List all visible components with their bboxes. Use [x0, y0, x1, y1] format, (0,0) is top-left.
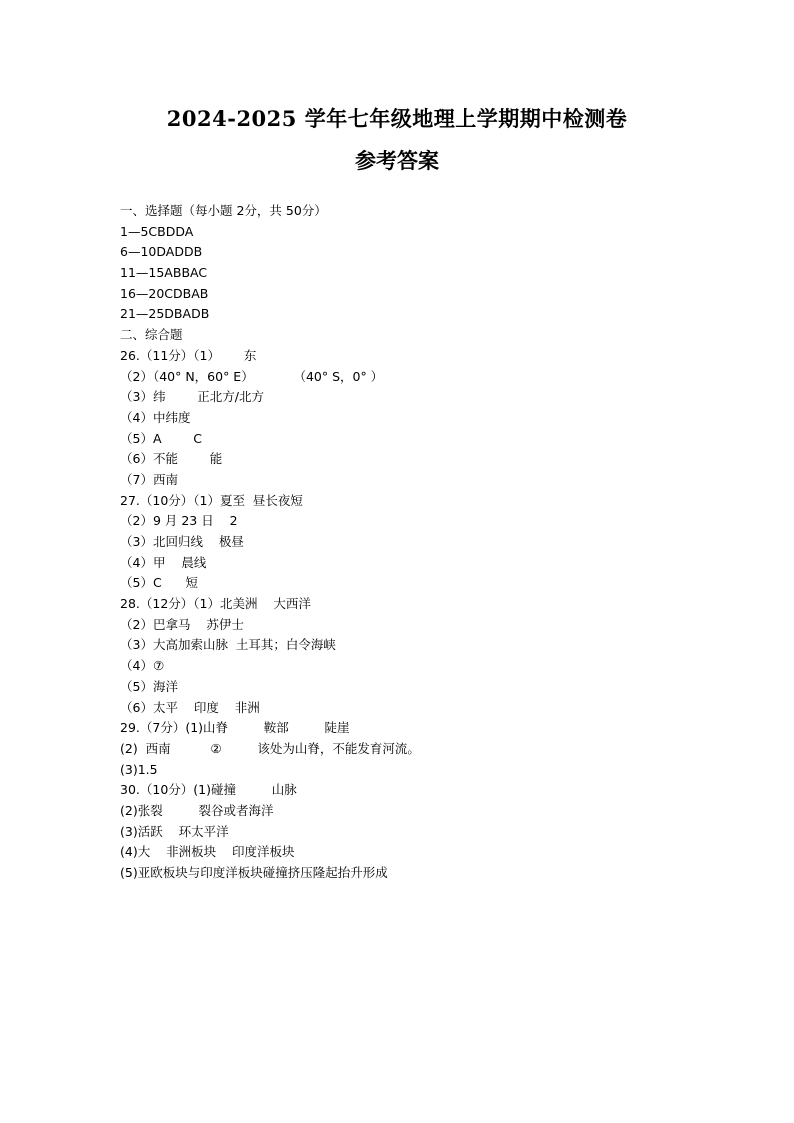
document-title: 2024-2025 学年七年级地理上学期期中检测卷 [166, 106, 628, 131]
answer-line: (3)活跃 环太平洋 [120, 823, 229, 839]
answer-line: 21—25DBADB [120, 306, 210, 322]
answer-line: 1—5CBDDA [120, 223, 194, 239]
answer-line: （5）A C [120, 430, 203, 446]
document-subtitle: 参考答案 [355, 148, 439, 173]
question-29-line: 29.（7分）(1)山脊 鞍部 陡崖 [120, 720, 350, 736]
answer-line: (2) 西南 ② 该处为山脊，不能发育河流。 [120, 740, 420, 756]
answer-line: （2）9 月 23 日 2 [120, 513, 238, 529]
answer-line: （5）C 短 [120, 575, 199, 591]
answer-line: （4）甲 晨线 [120, 554, 207, 570]
section-heading-comprehensive: 二、综合题 [120, 327, 183, 343]
answer-line: （3）大高加索山脉 土耳其；白令海峡 [120, 637, 336, 653]
answer-line: （3）北回归线 极昼 [120, 534, 244, 549]
answer-line: (4)大 非洲板块 印度洋板块 [120, 844, 295, 860]
answer-line: (2)张裂 裂谷或者海洋 [120, 802, 274, 818]
answer-line: （2）（40° N，60° E） （40° S，0° ） [120, 368, 384, 384]
answer-line: （6）太平 印度 非洲 [120, 699, 260, 715]
section-heading-choice: 一、选择题（每小题 2分，共 50分） [120, 203, 327, 218]
question-30-line: 30.（10分）(1)碰撞 山脉 [120, 782, 297, 798]
question-27-line: 27.（10分）（1）夏至 昼长夜短 [120, 492, 303, 508]
answer-body [120, 201, 720, 884]
answer-line: (5)亚欧板块与印度洋板块碰撞挤压隆起抬升形成 [120, 865, 388, 880]
answer-line: （7）西南 [120, 471, 178, 487]
answer-line: （6）不能 能 [120, 451, 223, 467]
question-26-line: 26.（11分）（1） 东 [120, 347, 257, 363]
answer-line: （4）⑦ [120, 658, 165, 674]
answer-line: (3)1.5 [120, 761, 158, 777]
answer-line: （5）海洋 [120, 678, 178, 694]
question-28-line: 28.（12分）（1）北美洲 大西洋 [120, 596, 311, 612]
answer-line: （3）纬 正北方/北方 [120, 389, 264, 405]
answer-line: （2）巴拿马 苏伊士 [120, 616, 244, 632]
answer-line: 11—15ABBAC [120, 265, 208, 281]
answer-line: （4）中纬度 [120, 409, 191, 425]
answer-line: 6—10DADDB [120, 244, 203, 260]
answer-line: 16—20CDBAB [120, 285, 209, 301]
